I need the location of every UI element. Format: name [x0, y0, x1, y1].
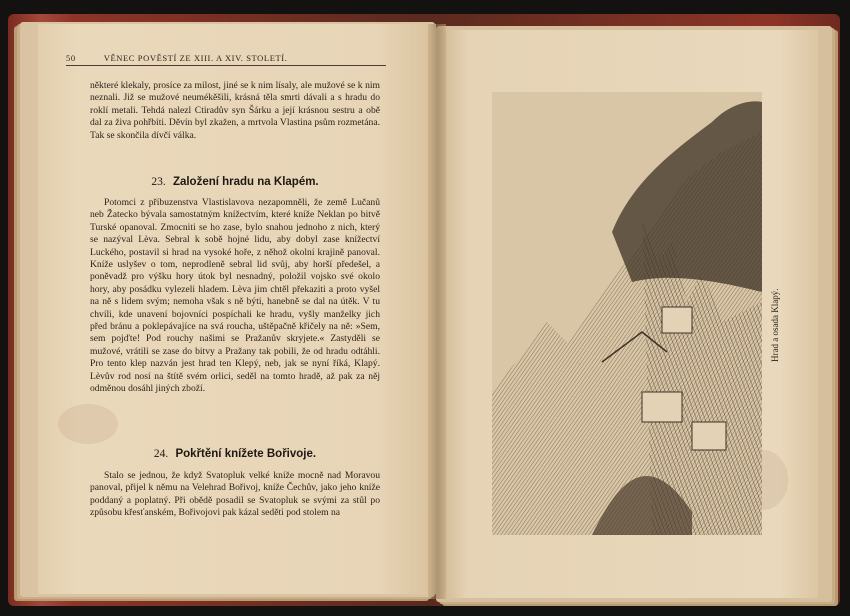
paper-stain — [58, 404, 118, 444]
opening-paragraph — [90, 80, 380, 142]
book-gutter — [428, 24, 446, 599]
building — [642, 392, 682, 422]
illustration-caption: Hrad a osada Klapý. — [770, 288, 780, 362]
section-heading-23 — [90, 176, 380, 188]
section-number: 23. — [151, 176, 166, 188]
page-number: 50 — [66, 53, 76, 63]
section-heading-24 — [90, 448, 380, 460]
running-head — [66, 53, 386, 66]
section-title: Pokřtění knížete Bořivoje. — [175, 448, 317, 460]
section-number: 24. — [153, 448, 169, 460]
running-head-title: VĚNEC POVĚSTÍ ZE XIII. A XIV. STOLETÍ. — [103, 53, 288, 63]
building — [692, 422, 726, 450]
building — [662, 307, 692, 333]
section-title: Založení hradu na Klapém. — [172, 176, 319, 188]
section-23-body — [90, 197, 380, 396]
paragraph-text: Potomci z příbuzenstva Vlastislavova nezapomněli, že země Lučanů neb Žatecko bývala samostatným knížectvím, které kníže Neklan po bitvě Turské opanoval. Zmocniti se ho zase, bylo snahou jednoho z nich, který se nazýval Lèva. Sebral k sobě hojné lidu, aby dobyl zase knížectví Luckého, postavil si hrad na vysoké hoře, z něhož okolní krajině panoval. Kníže uslyšev o tom, neprodleně sebral lid svůj, aby horší předešel, a poněvadž pro výšku hory útok byl nesnadný, položil vojsko své okolo hory, aby posádku vylezeli hladem. Lèva jim chtěl překaziti a proto vyšel na ně s lidem svým; nemoha však s ně býti, hanebně se dal na útěk. V tu chvíli, kde unavení bojovníci pospíchali ke hradu, vyšly manželky jich před bránu a poklepávajíce na svá roucha, uštěpačně křičely na ně: »Sem, sem pojďte! Pod rouchy našimi se Pražanův skryjete.« Zastyděli se mužové, vrátili se zase do bitvy a Pražany tak pobili, že od hradu odtáhli. Pro tento klep nazván jest hrad ten Klepý, neb, jak se nyní říká, Klapý. Lèvův rod nosí na štítě svém orlici, seděl na tomto hradě, až pak za něj odměnou dosáhl jiných zboží. — [90, 197, 380, 395]
section-24-body — [90, 470, 380, 520]
paragraph-text: některé klekaly, prosíce za milost, jiné se k nim lísaly, ale mužové se k nim neznali. Již se mužové neumékěšili, krásná těla smrti dávali a s hradu do roklí metali. Tehdá nalezl Ctiradův syn Šárku a její krásnou sestru a obě dal za živa pohřbíti. Děvín byl zkažen, a mrtvola Vlastina psům rozmetána. Tak se skončila dívčí válka. — [90, 80, 380, 141]
engraving-illustration — [492, 92, 762, 535]
paragraph-text: Stalo se jednou, že když Svatopluk velké kníže mocně nad Moravou panoval, přijel k němu na Velehrad Bořivoj, kníže Čechův, jako jeho kníže poddaný a poplatný. Při obědě posadil se Svatopluk se svými za stůl po způsobu křesťanském, Bořivojovi pak kázal seděti pod stolem na — [90, 470, 380, 519]
